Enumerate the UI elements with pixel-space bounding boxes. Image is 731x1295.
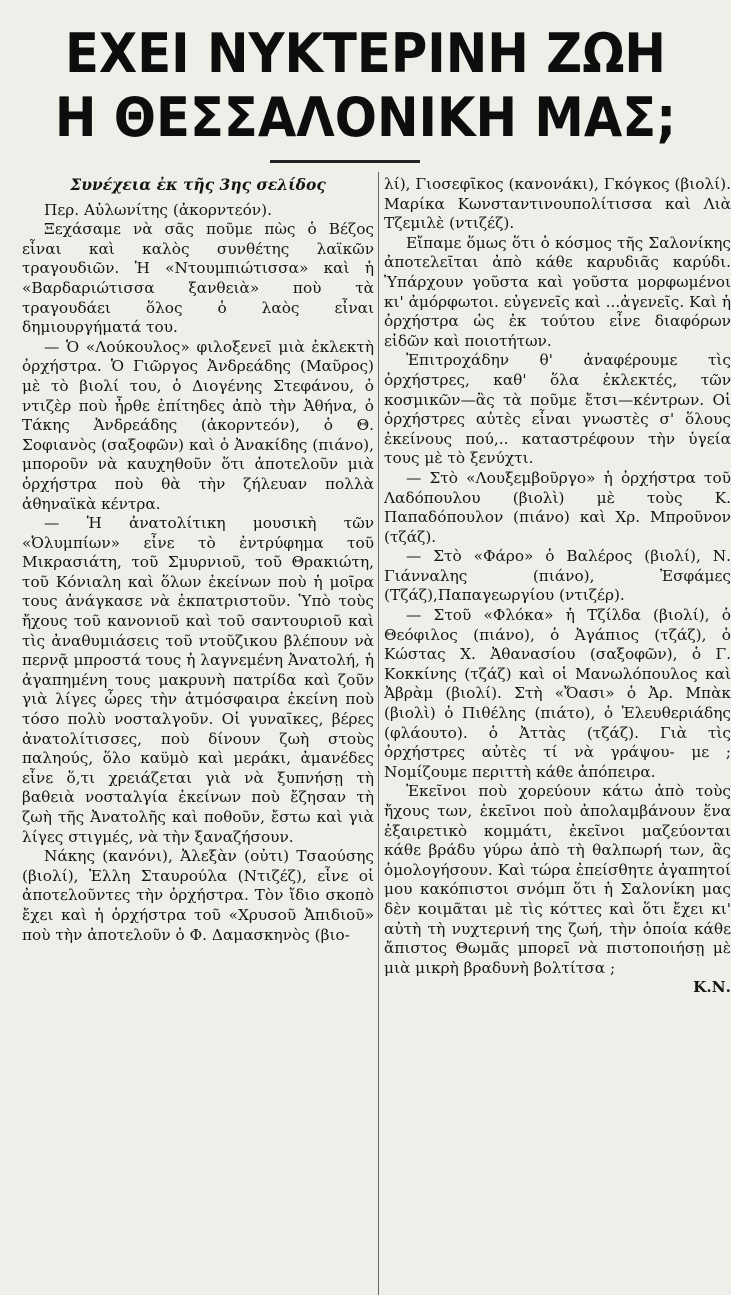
headline-line-1: ΕΧΕΙ ΝΥΚΤΕΡΙΝΗ ΖΩΗ	[64, 22, 667, 85]
author-signature: Κ.Ν.	[693, 978, 731, 997]
paragraph: Εἴπαμε ὅμως ὅτι ὁ κόσμος τῆς Σαλονίκης ἀποτελεῖται ἀπὸ κάθε καρυδιᾶς καρύδι. Ὑπάρχουν γοῦστα καὶ γοῦστα μορφωμένοι κι' ἀμόρφωτοι. εὐγενεῖς καὶ ...ἀγενεῖς. Καὶ ἡ ὀρχήστρα ὡς ἐκ τούτου εἶνε διαφόρων εἰδῶν καὶ ποιοτήτων.	[384, 233, 731, 350]
paragraph: Περ. Αὐλωνίτης (ἀκορντεόν).	[44, 200, 272, 219]
paragraph: Ἐκεῖνοι ποὺ χορεύουν κάτω ἀπὸ τοὺς ἤχους των, ἐκεῖνοι ποὺ ἀπολαμβάνουν ἕνα ἐξαιρετικὸ κομμάτι, ἐκεῖνοι μαζεύονται κάθε βράδυ γύρω ἀπὸ τὴ θαλπωρή των, ἂς ὁμολογήσουν. Καὶ τώρα ἐπείσθητε ἀγαπητοί μου κακόπιστοι σνόμπ ὅτι ἡ Σαλονίκη μας δὲν κοιμᾶται μὲ τὶς κόττες καὶ ὅτι ἔχει κι' αὐτὴ τὴ νυχτερινή της ζωή, τὴν ὁποία κάθε ἄπιστος Θωμᾶς μπορεῖ νὰ πιστοποιήσῃ μὲ μιὰ μικρὴ βραδυνὴ βολτίτσα ;	[384, 782, 731, 977]
paragraph: Ξεχάσαμε νὰ σᾶς ποῦμε πὼς ὁ Βέζος εἶναι καὶ καλὸς συνθέτης λαϊκῶν τραγουδιῶν. Ἡ «Ντουμπιώτισσα» καὶ ἡ «Βαρδαριώτισσα ξανθειὰ» ποὺ τὰ τραγουδάει ὅλος ὁ λαὸς εἶναι δημιουργήματά του.	[22, 220, 374, 337]
paragraph: — Στὸ «Φάρο» ὁ Βαλέρος (βιολί), Ν. Γιάνναλης (πιάνο), Ἐσφάμες (Τζάζ),Παπαγεωργίου (ντιζέρ).	[384, 547, 731, 605]
paragraph: Νάκης (κανόνι), Ἀλεξὰν (οὐτι) Τσαούσης (βιολί), Ἑλλη Σταυρούλα (Ντιζέζ), εἶνε οἱ ἀποτελοῦντες τὴν ὀρχήστρα. Τὸν ἴδιο σκοπὸ ἔχει καὶ ἡ ὀρχήστρα τοῦ «Χρυσοῦ Ἀπιδιοῦ» ποὺ τὴν ἀποτελοῦν ὁ Φ. Δαμασκηνὸς (βιο-	[22, 847, 374, 944]
continuation-note: Συνέχεια ἐκ τῆς 3ης σελίδος	[70, 175, 326, 194]
headline	[29, 22, 702, 150]
column-divider	[378, 172, 379, 1295]
article-column-right	[384, 175, 731, 1295]
paragraph: — Στοῦ «Φλόκα» ἡ Τζίλδα (βιολί), ὁ Θεόφιλος (πιάνο), ὁ Ἀγάπιος (τζάζ), ὁ Κώστας Χ. Ἀθανασίου (σαξοφῶν), ὁ Γ. Κοκκίνης (τζάζ) καὶ οἱ Μανωλόπουλος καὶ Ἀβρὰμ (βιολί). Στὴ «Ὄασι» ὁ Ἀρ. Μπὰκ (βιολὶ) ὁ Πιθέλης (πιάτο), ὁ Ἐλευθεριάδης (φλάουτο). ὁ Ἀττὰς (τζάζ). Γιὰ τὶς ὀρχήστρες αὐτὲς τί νὰ γράψου- με ; Νομίζουμε περιττὴ κάθε ἀπόπειρα.	[384, 606, 731, 781]
paragraph: Ἐπιτροχάδην θ' ἀναφέρουμε τὶς ὀρχήστρες, καθ' ὅλα ἐκλεκτές, τῶν κοσμικῶν—ἂς τὰ ποῦμε ἔτσι—κέντρων. Οἱ ὀρχήστρες αὐτὲς εἶναι γνωστὲς σ' ὅλους ἐκείνους πού,.. καταστρέφουν τὴν ὑγεία τους μὲ τὸ ξενύχτι.	[384, 351, 731, 468]
headline-rule	[270, 160, 420, 163]
article-column-left	[22, 175, 374, 1295]
paragraph: — Στὸ «Λουξεμβοῦργο» ἡ ὀρχήστρα τοῦ Λαδόπουλου (βιολὶ) μὲ τοὺς Κ. Παπαδόπουλον (πιάνο) καὶ Χρ. Μπροῦνον (τζάζ).	[384, 468, 731, 546]
headline-line-2: Η ΘΕΣΣΑΛΟΝΙΚΗ ΜΑΣ;	[54, 86, 677, 149]
paragraph: — Ἡ ἀνατολίτικη μουσικὴ τῶν «Ὀλυμπίων» εἶνε τὸ ἐντρύφημα τοῦ Μικρασιάτη, τοῦ Σμυρνιοῦ, τοῦ Θρακιώτη, τοῦ Κόνιαλη καὶ ὅλων ἐκείνων ποὺ ἡ μοῖρα τους ἀνάγκασε νὰ ἐκπατριστοῦν. Ὑπὸ τοὺς ἤχους τοῦ κανονιοῦ καὶ τοῦ σαντουριοῦ καὶ τὶς ἀναθυμιάσεις τοῦ ντοῦζικου βλέπουν νὰ περνᾷ μπροστά τους ἡ λαγνεμένη Ἀνατολή, ἡ ἀγαπημένη τους μακρυνὴ πατρίδα καὶ ζοῦν γιὰ λίγες ὧρες τὴν ἀτμόσφαιρα ἐκείνη ποὺ τόσο πολὺ νοσταλγοῦν. Οἱ γυναῖκες, βέρες ἀνατολίτισσες, ποὺ δίνουν ζωὴ στοὺς παληούς, ὅλο καϋμὸ καὶ μεράκι, ἀμανέδες εἶνε ὅ,τι χρειάζεται γιὰ νὰ ξυπνήσῃ τὴ βαθειὰ νοσταλγία ἐκείνων ποὺ ἔζησαν τὴ ζωὴ τῆς Ἀνατολῆς καὶ ποθοῦν, ἔστω καὶ γιὰ λίγες στιγμές, νὰ τὴν ξαναζήσουν.	[22, 514, 374, 846]
paragraph: λί), Γιοσεφῖκος (κανονάκι), Γκόγκος (βιολί). Μαρίκα Κωνσταντινουπολίτισσα καὶ Λιὰ Τζεμιλὲ (ντιζέζ).	[384, 175, 731, 233]
paragraph: — Ὁ «Λούκουλος» φιλοξενεῖ μιὰ ἐκλεκτὴ ὀρχήστρα. Ὁ Γιῶργος Ἀνδρεάδης (Μαῦρος) μὲ τὸ βιολί του, ὁ Διογένης Στεφάνου, ὁ ντιζὲρ ποὺ ἦρθε ἐπίτηδες ἀπὸ τὴν Ἀθήνα, ὁ Τάκης Ἀνδρεάδης (ἀκορντεόν), ὁ Θ. Σοφιανὸς (σαξοφῶν) καὶ ὁ Ἀνακίδης (πιάνο), μποροῦν νὰ καυχηθοῦν ὅτι ἀποτελοῦν μιὰ ὀρχήστρα ποὺ θὰ τὴν ζήλευαν πολλὰ ἀθηναϊκὰ κέντρα.	[22, 337, 374, 513]
